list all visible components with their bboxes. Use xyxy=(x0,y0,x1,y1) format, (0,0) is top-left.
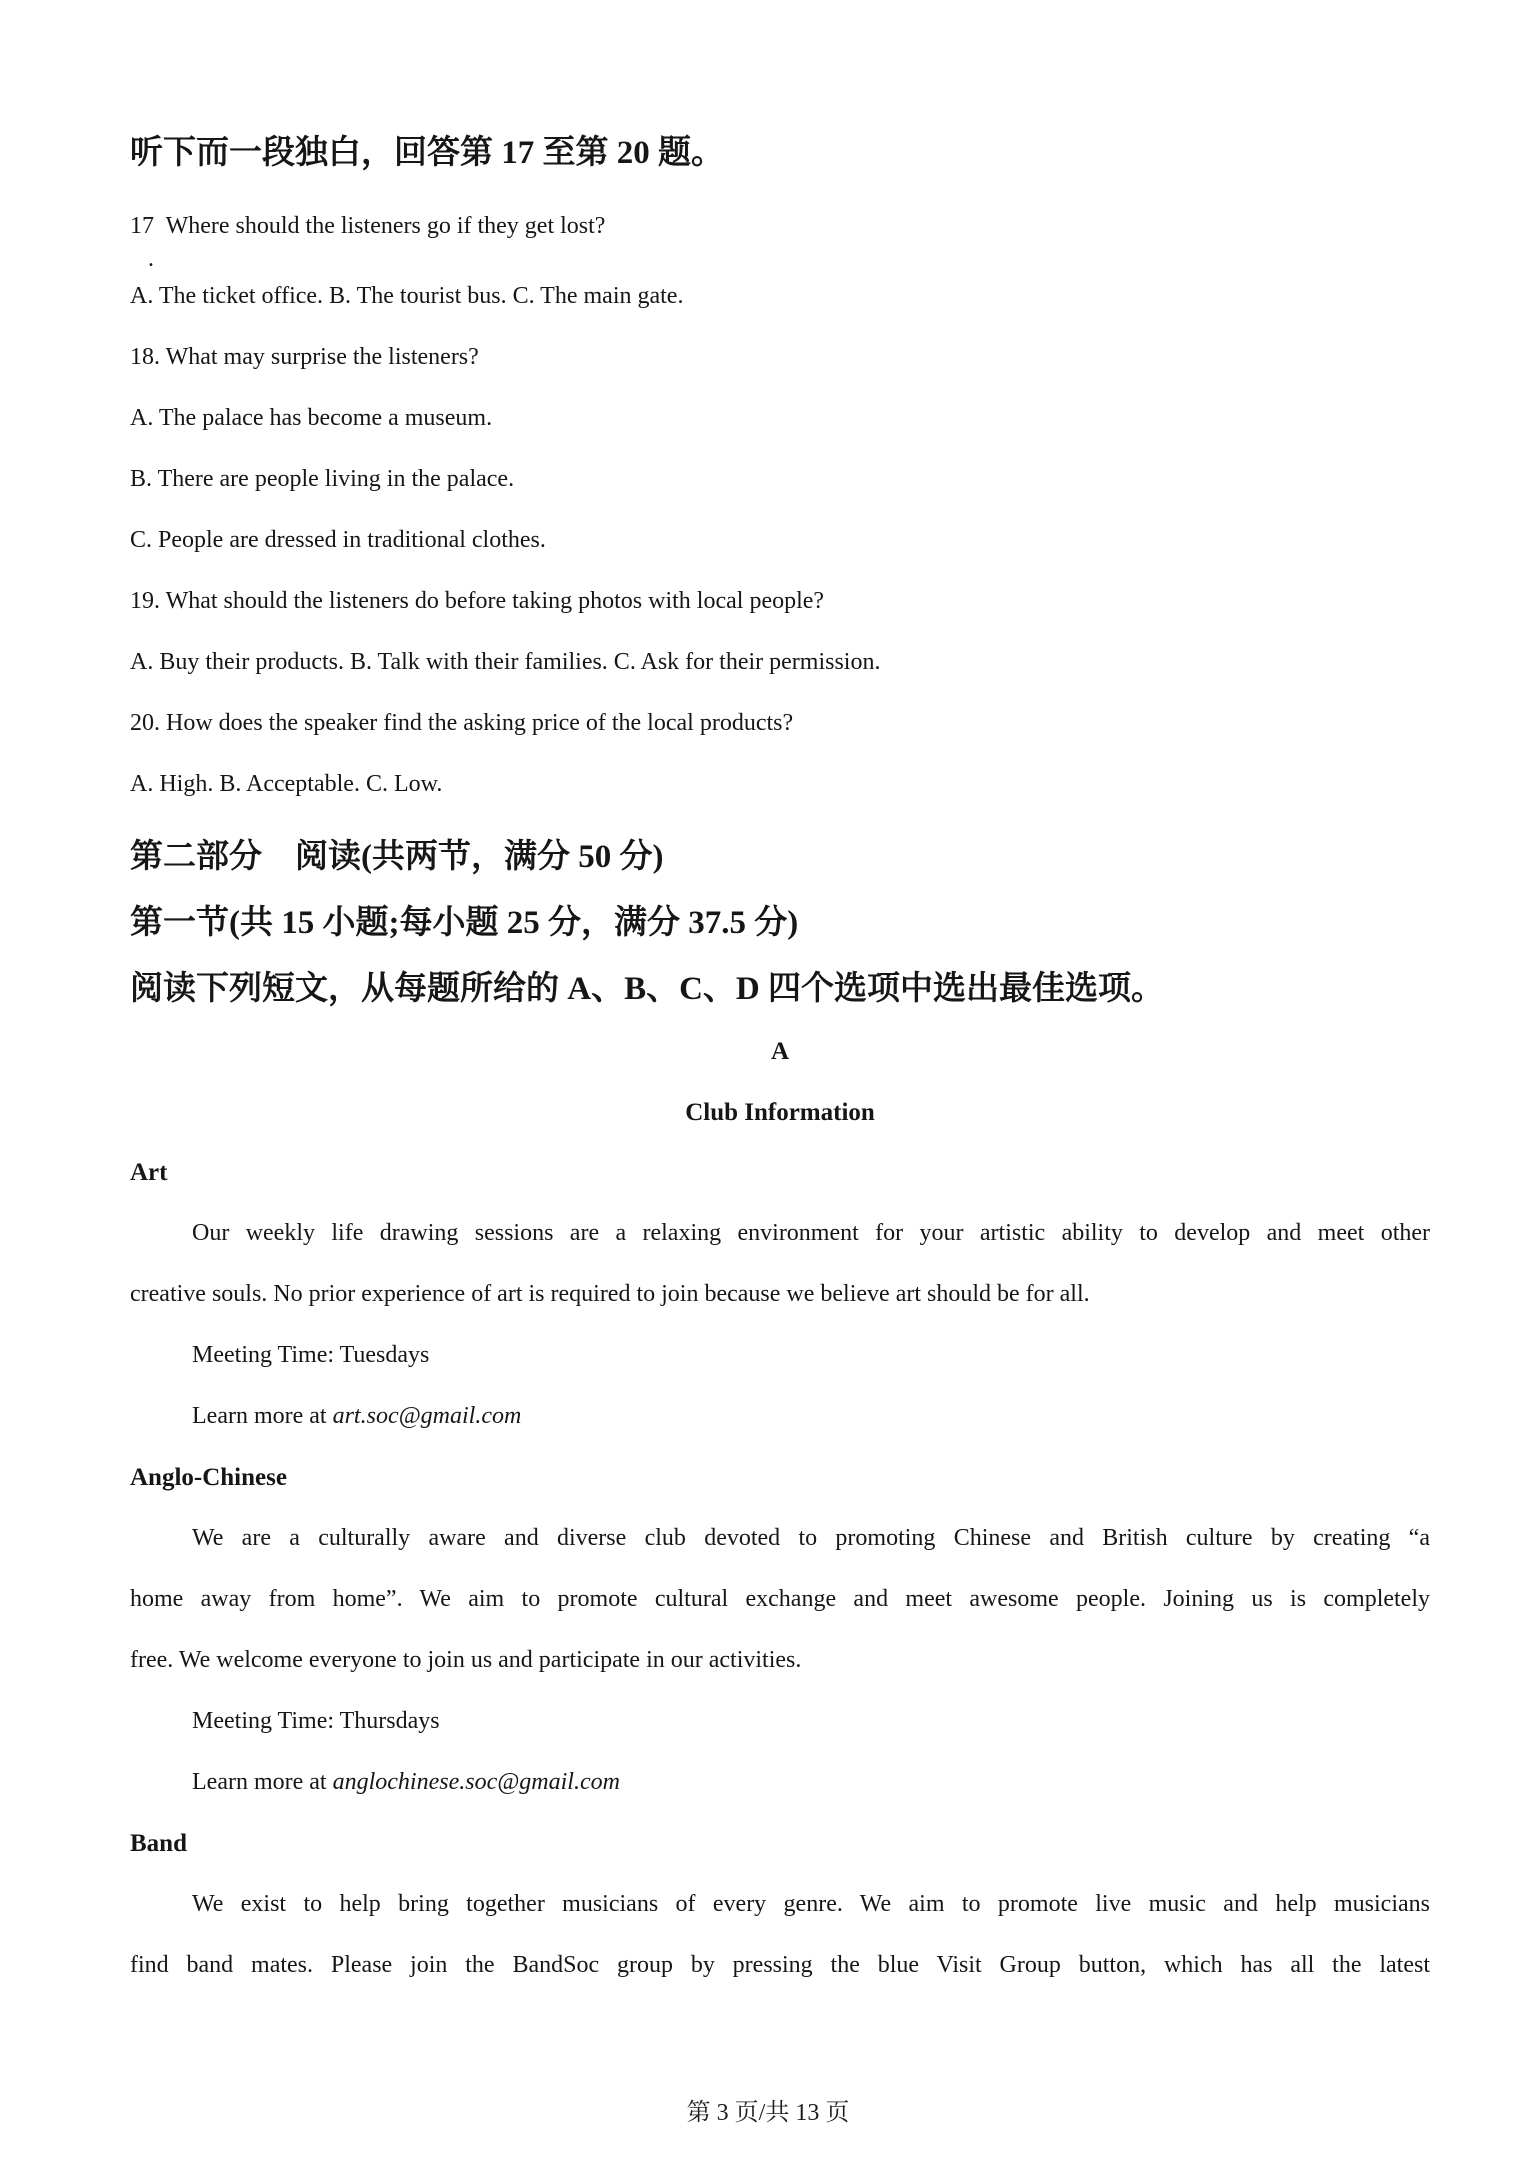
anglo-paragraph-line: home away from home”. We aim to promote cultural exchange and meet awesome people. Joining us is completely xyxy=(130,1586,1430,1612)
art-paragraph-line: Our weekly life drawing sessions are a relaxing environment for your artistic ability to develop and meet other xyxy=(192,1220,1430,1246)
question-19-options: A. Buy their products. B. Talk with their families. C. Ask for their permission. xyxy=(130,649,881,675)
question-18-option-b: B. There are people living in the palace. xyxy=(130,466,515,492)
learn-more-prefix: Learn more at xyxy=(192,1769,333,1795)
page-content xyxy=(130,131,1430,2011)
reading-instructions: 阅读下列短文，从每题所给的 A、B、C、D 四个选项中选出最佳选项。 xyxy=(130,971,1165,1007)
band-paragraph-line: We exist to help bring together musicians of every genre. We aim to promote live music and help musicians xyxy=(192,1891,1430,1917)
art-paragraph-line: creative souls. No prior experience of art is required to join because we believe art should be for all. xyxy=(130,1281,1090,1307)
question-19: 19. What should the listeners do before taking photos with local people? xyxy=(130,588,825,614)
question-17: 17 Where should the listeners go if they get lost? xyxy=(130,213,606,239)
band-paragraph-line: find band mates. Please join the BandSoc group by pressing the blue Visit Group button, which has all the latest xyxy=(130,1952,1430,1978)
anglo-meeting-time: Meeting Time: Thursdays xyxy=(192,1708,440,1734)
art-email: art.soc@gmail.com xyxy=(332,1403,522,1429)
question-18-option-c: C. People are dressed in traditional clothes. xyxy=(130,527,546,553)
anglo-email: anglochinese.soc@gmail.com xyxy=(332,1769,620,1795)
question-18-option-a: A. The palace has become a museum. xyxy=(130,405,493,431)
anglo-learn-more xyxy=(130,1767,1430,1797)
passage-title: Club Information xyxy=(685,1099,875,1126)
club-name-band: Band xyxy=(130,1830,187,1857)
section-one-heading: 第一节(共 15 小题;每小题 25 分，满分 37.5 分) xyxy=(130,905,799,941)
monologue-instruction: 听下而一段独白，回答第 17 至第 20 题。 xyxy=(130,135,724,171)
question-17-options: A. The ticket office. B. The tourist bus. C. The main gate. xyxy=(130,283,684,309)
question-20-options: A. High. B. Acceptable. C. Low. xyxy=(130,771,443,797)
club-name-anglo-chinese: Anglo-Chinese xyxy=(130,1464,287,1491)
art-meeting-time: Meeting Time: Tuesdays xyxy=(192,1342,430,1368)
club-name-art: Art xyxy=(130,1159,168,1186)
question-18: 18. What may surprise the listeners? xyxy=(130,344,479,370)
anglo-paragraph-line: We are a culturally aware and diverse club devoted to promoting Chinese and British culture by creating “a xyxy=(192,1525,1430,1551)
passage-label: A xyxy=(770,1038,790,1065)
anglo-paragraph-line: free. We welcome everyone to join us and participate in our activities. xyxy=(130,1647,802,1673)
art-learn-more xyxy=(130,1401,1430,1431)
learn-more-prefix: Learn more at xyxy=(192,1403,333,1429)
part-two-heading: 第二部分 阅读(共两节，满分 50 分) xyxy=(130,839,664,875)
stray-scan-dot: . xyxy=(148,246,154,272)
page-number-footer: 第 3 页/共 13 页 xyxy=(686,2100,850,2126)
question-20: 20. How does the speaker find the asking price of the local products? xyxy=(130,710,794,736)
